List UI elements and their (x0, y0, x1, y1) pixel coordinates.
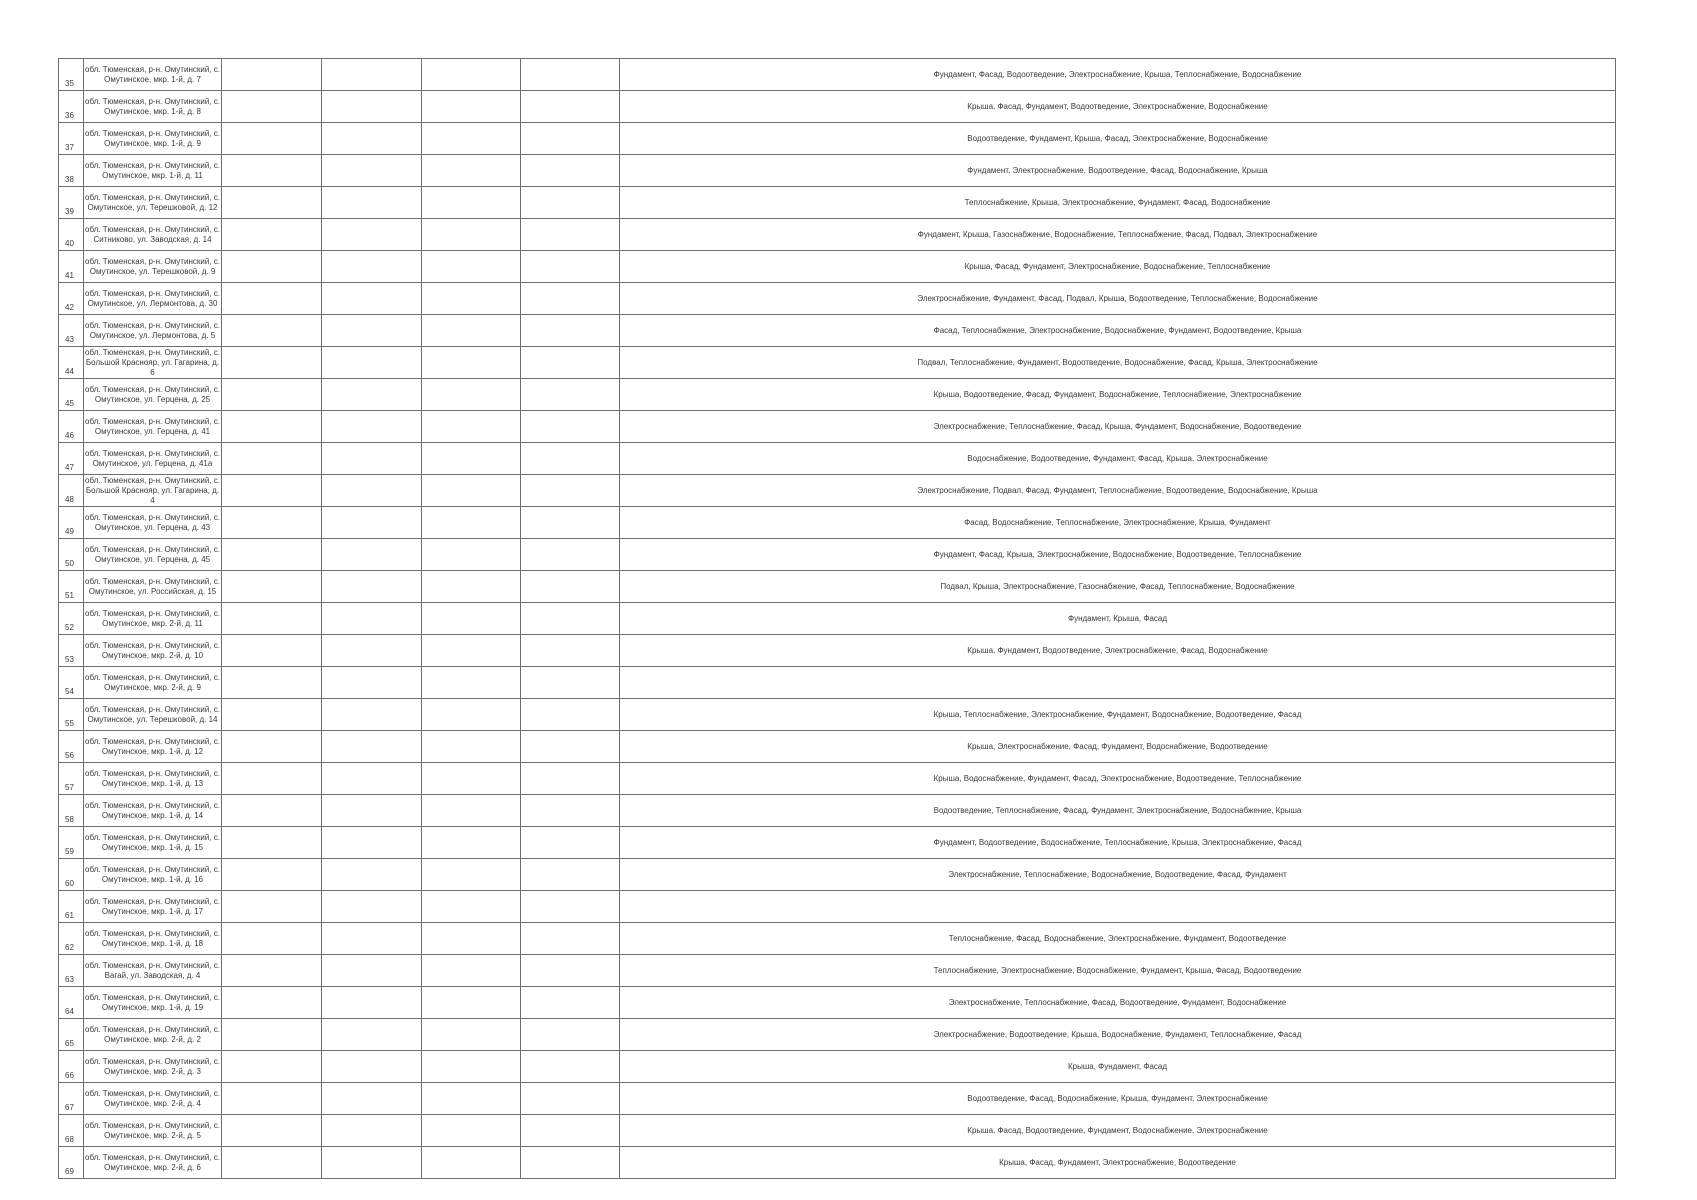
works-list-cell: Крыша, Фундамент, Водоотведение, Электроснабжение, Фасад, Водоснабжение (620, 635, 1616, 667)
empty-cell-2 (322, 603, 422, 635)
address-cell: обл. Тюменская, р-н. Омутинский, с. Омутинское, мкр. 1-й, д. 18 (84, 923, 222, 955)
empty-cell-2 (322, 251, 422, 283)
table-row (59, 219, 1616, 251)
works-list-cell: Крыша, Фасад, Фундамент, Водоотведение, Электроснабжение, Водоснабжение (620, 91, 1616, 123)
works-list-cell: Электроснабжение, Теплоснабжение, Фасад, Крыша, Фундамент, Водоснабжение, Водоотведение (620, 411, 1616, 443)
empty-cell-4 (521, 315, 620, 347)
empty-cell-4 (521, 507, 620, 539)
address-cell: обл. Тюменская, р-н. Омутинский, с. Вагай, ул. Заводская, д. 4 (84, 955, 222, 987)
works-list-cell: Электроснабжение, Фундамент, Фасад, Подвал, Крыша, Водоотведение, Теплоснабжение, Водоснабжение (620, 283, 1616, 315)
address-cell: обл. Тюменская, р-н. Омутинский, с. Омутинское, ул. Терешковой, д. 12 (84, 187, 222, 219)
empty-cell-1 (222, 59, 322, 91)
works-list-cell: Водоотведение, Фундамент, Крыша, Фасад, Электроснабжение, Водоснабжение (620, 123, 1616, 155)
empty-cell-2 (322, 411, 422, 443)
table-row (59, 443, 1616, 475)
empty-cell-2 (322, 539, 422, 571)
empty-cell-3 (422, 1115, 521, 1147)
table-row (59, 155, 1616, 187)
address-cell: обл. Тюменская, р-н. Омутинский, с. Омутинское, мкр. 1-й, д. 17 (84, 891, 222, 923)
empty-cell-2 (322, 1147, 422, 1179)
empty-cell-4 (521, 443, 620, 475)
address-cell: обл. Тюменская, р-н. Омутинский, с. Омутинское, мкр. 2-й, д. 5 (84, 1115, 222, 1147)
table-row (59, 891, 1616, 923)
table-row (59, 987, 1616, 1019)
row-number: 63 (59, 955, 84, 987)
address-cell: обл. Тюменская, р-н. Омутинский, с. Омутинское, мкр. 1-й, д. 19 (84, 987, 222, 1019)
address-cell: обл. Тюменская, р-н. Омутинский, с. Омутинское, мкр. 1-й, д. 11 (84, 155, 222, 187)
empty-cell-1 (222, 1147, 322, 1179)
empty-cell-1 (222, 923, 322, 955)
empty-cell-4 (521, 411, 620, 443)
empty-cell-2 (322, 955, 422, 987)
empty-cell-4 (521, 475, 620, 507)
row-number: 65 (59, 1019, 84, 1051)
works-list-cell: Теплоснабжение, Электроснабжение, Водоснабжение, Фундамент, Крыша, Фасад, Водоотведение (620, 955, 1616, 987)
empty-cell-4 (521, 731, 620, 763)
works-list-cell: Водоснабжение, Водоотведение, Фундамент, Фасад, Крыша, Электроснабжение (620, 443, 1616, 475)
empty-cell-4 (521, 59, 620, 91)
table-row (59, 603, 1616, 635)
address-cell: обл. Тюменская, р-н. Омутинский, с. Омутинское, мкр. 2-й, д. 6 (84, 1147, 222, 1179)
empty-cell-1 (222, 155, 322, 187)
row-number: 52 (59, 603, 84, 635)
empty-cell-1 (222, 91, 322, 123)
empty-cell-3 (422, 795, 521, 827)
table-row (59, 955, 1616, 987)
empty-cell-3 (422, 1147, 521, 1179)
empty-cell-3 (422, 475, 521, 507)
empty-cell-4 (521, 187, 620, 219)
address-cell: обл. Тюменская, р-н. Омутинский, с. Омутинское, мкр. 2-й, д. 2 (84, 1019, 222, 1051)
empty-cell-3 (422, 379, 521, 411)
address-cell: обл. Тюменская, р-н. Омутинский, с. Ситниково, ул. Заводская, д. 14 (84, 219, 222, 251)
row-number: 69 (59, 1147, 84, 1179)
row-number: 46 (59, 411, 84, 443)
table-row (59, 827, 1616, 859)
works-list-cell: Крыша, Фасад, Водоотведение, Фундамент, Водоснабжение, Электроснабжение (620, 1115, 1616, 1147)
empty-cell-2 (322, 987, 422, 1019)
address-cell: обл. Тюменская, р-н. Омутинский, с. Омутинское, мкр. 2-й, д. 9 (84, 667, 222, 699)
works-list-cell: Фундамент, Крыша, Фасад (620, 603, 1616, 635)
empty-cell-4 (521, 539, 620, 571)
row-number: 41 (59, 251, 84, 283)
empty-cell-2 (322, 571, 422, 603)
empty-cell-1 (222, 411, 322, 443)
row-number: 54 (59, 667, 84, 699)
empty-cell-1 (222, 315, 322, 347)
row-number: 60 (59, 859, 84, 891)
works-list-cell: Крыша, Фасад, Фундамент, Электроснабжение, Водоснабжение, Теплоснабжение (620, 251, 1616, 283)
empty-cell-2 (322, 795, 422, 827)
row-number: 49 (59, 507, 84, 539)
empty-cell-3 (422, 1051, 521, 1083)
row-number: 56 (59, 731, 84, 763)
table-row (59, 1019, 1616, 1051)
table-row (59, 923, 1616, 955)
works-list-cell: Крыша, Электроснабжение, Фасад, Фундамент, Водоснабжение, Водоотведение (620, 731, 1616, 763)
row-number: 44 (59, 347, 84, 379)
works-list-cell: Подвал, Теплоснабжение, Фундамент, Водоотведение, Водоснабжение, Фасад, Крыша, Электроснабжение (620, 347, 1616, 379)
address-cell: обл. Тюменская, р-н. Омутинский, с. Омутинское, ул. Терешковой, д. 9 (84, 251, 222, 283)
table-row (59, 635, 1616, 667)
empty-cell-3 (422, 859, 521, 891)
empty-cell-4 (521, 987, 620, 1019)
empty-cell-2 (322, 59, 422, 91)
address-cell: обл. Тюменская, р-н. Омутинский, с. Омутинское, мкр. 2-й, д. 3 (84, 1051, 222, 1083)
empty-cell-3 (422, 699, 521, 731)
empty-cell-2 (322, 1051, 422, 1083)
empty-cell-3 (422, 539, 521, 571)
empty-cell-3 (422, 731, 521, 763)
row-number: 67 (59, 1083, 84, 1115)
address-cell: обл. Тюменская, р-н. Омутинский, с. Омутинское, ул. Лермонтова, д. 5 (84, 315, 222, 347)
works-list-cell: Фундамент, Водоотведение, Водоснабжение, Теплоснабжение, Крыша, Электроснабжение, Фасад (620, 827, 1616, 859)
row-number: 61 (59, 891, 84, 923)
works-list-cell: Водоотведение, Теплоснабжение, Фасад, Фундамент, Электроснабжение, Водоснабжение, Крыша (620, 795, 1616, 827)
table-row (59, 667, 1616, 699)
empty-cell-4 (521, 123, 620, 155)
empty-cell-1 (222, 187, 322, 219)
empty-cell-3 (422, 1019, 521, 1051)
address-cell: обл. Тюменская, р-н. Омутинский, с. Омутинское, мкр. 1-й, д. 13 (84, 763, 222, 795)
empty-cell-3 (422, 315, 521, 347)
empty-cell-3 (422, 603, 521, 635)
row-number: 58 (59, 795, 84, 827)
empty-cell-3 (422, 987, 521, 1019)
address-cell: обл. Тюменская, р-н. Омутинский, с. Омутинское, ул. Герцена, д. 41а (84, 443, 222, 475)
empty-cell-1 (222, 1083, 322, 1115)
empty-cell-4 (521, 795, 620, 827)
row-number: 50 (59, 539, 84, 571)
table-row (59, 475, 1616, 507)
table-row (59, 699, 1616, 731)
works-list-cell: Фундамент, Электроснабжение, Водоотведение, Фасад, Водоснабжение, Крыша (620, 155, 1616, 187)
empty-cell-3 (422, 443, 521, 475)
table-row (59, 411, 1616, 443)
works-list-cell: Крыша, Водоснабжение, Фундамент, Фасад, Электроснабжение, Водоотведение, Теплоснабжение (620, 763, 1616, 795)
row-number: 37 (59, 123, 84, 155)
empty-cell-4 (521, 827, 620, 859)
empty-cell-1 (222, 891, 322, 923)
address-cell: обл. Тюменская, р-н. Омутинский, с. Омутинское, ул. Герцена, д. 43 (84, 507, 222, 539)
empty-cell-4 (521, 251, 620, 283)
row-number: 35 (59, 59, 84, 91)
empty-cell-2 (322, 1019, 422, 1051)
address-cell: обл. Тюменская, р-н. Омутинский, с. Омутинское, ул. Герцена, д. 45 (84, 539, 222, 571)
works-list-cell: Подвал, Крыша, Электроснабжение, Газоснабжение, Фасад, Теплоснабжение, Водоснабжение (620, 571, 1616, 603)
row-number: 47 (59, 443, 84, 475)
empty-cell-1 (222, 571, 322, 603)
empty-cell-3 (422, 123, 521, 155)
empty-cell-4 (521, 1115, 620, 1147)
table-row (59, 763, 1616, 795)
empty-cell-1 (222, 283, 322, 315)
empty-cell-1 (222, 859, 322, 891)
empty-cell-3 (422, 827, 521, 859)
empty-cell-3 (422, 507, 521, 539)
empty-cell-1 (222, 1019, 322, 1051)
empty-cell-2 (322, 123, 422, 155)
empty-cell-1 (222, 827, 322, 859)
row-number: 62 (59, 923, 84, 955)
empty-cell-1 (222, 699, 322, 731)
row-number: 36 (59, 91, 84, 123)
empty-cell-4 (521, 347, 620, 379)
works-list-cell: Крыша, Водоотведение, Фасад, Фундамент, Водоснабжение, Теплоснабжение, Электроснабжение (620, 379, 1616, 411)
empty-cell-3 (422, 283, 521, 315)
table-row (59, 379, 1616, 411)
empty-cell-2 (322, 859, 422, 891)
empty-cell-4 (521, 283, 620, 315)
works-list-cell: Теплоснабжение, Крыша, Электроснабжение, Фундамент, Фасад, Водоснабжение (620, 187, 1616, 219)
empty-cell-1 (222, 347, 322, 379)
empty-cell-3 (422, 891, 521, 923)
table-body (59, 59, 1616, 1179)
empty-cell-4 (521, 1083, 620, 1115)
empty-cell-1 (222, 763, 322, 795)
empty-cell-2 (322, 1115, 422, 1147)
address-cell: обл. Тюменская, р-н. Омутинский, с. Омутинское, мкр. 1-й, д. 12 (84, 731, 222, 763)
table-row (59, 91, 1616, 123)
address-cell: обл. Тюменская, р-н. Омутинский, с. Омутинское, ул. Герцена, д. 25 (84, 379, 222, 411)
table-row (59, 1051, 1616, 1083)
address-cell: обл. Тюменская, р-н. Омутинский, с. Омутинское, мкр. 2-й, д. 11 (84, 603, 222, 635)
empty-cell-3 (422, 763, 521, 795)
table-row (59, 1147, 1616, 1179)
row-number: 39 (59, 187, 84, 219)
row-number: 42 (59, 283, 84, 315)
empty-cell-3 (422, 219, 521, 251)
works-list-cell: Теплоснабжение, Фасад, Водоснабжение, Электроснабжение, Фундамент, Водоотведение (620, 923, 1616, 955)
empty-cell-2 (322, 763, 422, 795)
empty-cell-1 (222, 731, 322, 763)
empty-cell-2 (322, 187, 422, 219)
table-row (59, 507, 1616, 539)
empty-cell-1 (222, 795, 322, 827)
works-list-cell: Электроснабжение, Теплоснабжение, Фасад, Водоотведение, Фундамент, Водоснабжение (620, 987, 1616, 1019)
empty-cell-1 (222, 219, 322, 251)
empty-cell-2 (322, 91, 422, 123)
empty-cell-2 (322, 731, 422, 763)
row-number: 64 (59, 987, 84, 1019)
address-cell: обл. Тюменская, р-н. Омутинский, с. Омутинское, мкр. 1-й, д. 9 (84, 123, 222, 155)
row-number: 45 (59, 379, 84, 411)
table-row (59, 1083, 1616, 1115)
empty-cell-4 (521, 91, 620, 123)
row-number: 51 (59, 571, 84, 603)
empty-cell-3 (422, 571, 521, 603)
empty-cell-3 (422, 955, 521, 987)
empty-cell-2 (322, 443, 422, 475)
empty-cell-1 (222, 667, 322, 699)
empty-cell-1 (222, 123, 322, 155)
works-list-cell (620, 667, 1616, 699)
table-row (59, 539, 1616, 571)
works-list-cell: Фундамент, Фасад, Водоотведение, Электроснабжение, Крыша, Теплоснабжение, Водоснабжение (620, 59, 1616, 91)
works-list-cell: Крыша, Фасад, Фундамент, Электроснабжение, Водоотведение (620, 1147, 1616, 1179)
empty-cell-4 (521, 603, 620, 635)
empty-cell-4 (521, 219, 620, 251)
address-cell: обл. Тюменская, р-н. Омутинский, с. Омутинское, мкр. 1-й, д. 14 (84, 795, 222, 827)
table-row (59, 283, 1616, 315)
empty-cell-3 (422, 411, 521, 443)
empty-cell-2 (322, 347, 422, 379)
empty-cell-4 (521, 1051, 620, 1083)
empty-cell-4 (521, 1019, 620, 1051)
works-list-cell: Крыша, Фундамент, Фасад (620, 1051, 1616, 1083)
table-row (59, 315, 1616, 347)
works-list-cell: Фундамент, Фасад, Крыша, Электроснабжение, Водоснабжение, Водоотведение, Теплоснабжение (620, 539, 1616, 571)
row-number: 57 (59, 763, 84, 795)
row-number: 66 (59, 1051, 84, 1083)
empty-cell-4 (521, 635, 620, 667)
empty-cell-2 (322, 283, 422, 315)
empty-cell-1 (222, 987, 322, 1019)
empty-cell-2 (322, 315, 422, 347)
empty-cell-3 (422, 923, 521, 955)
address-cell: обл. Тюменская, р-н. Омутинский, с. Омутинское, мкр. 2-й, д. 4 (84, 1083, 222, 1115)
empty-cell-4 (521, 155, 620, 187)
address-cell: обл. Тюменская, р-н. Омутинский, с. Омутинское, ул. Российская, д. 15 (84, 571, 222, 603)
row-number: 59 (59, 827, 84, 859)
works-list-cell: Фасад, Водоснабжение, Теплоснабжение, Электроснабжение, Крыша, Фундамент (620, 507, 1616, 539)
empty-cell-1 (222, 443, 322, 475)
empty-cell-2 (322, 155, 422, 187)
empty-cell-3 (422, 667, 521, 699)
address-cell: обл. Тюменская, р-н. Омутинский, с. Омутинское, мкр. 1-й, д. 7 (84, 59, 222, 91)
empty-cell-3 (422, 1083, 521, 1115)
empty-cell-1 (222, 251, 322, 283)
row-number: 43 (59, 315, 84, 347)
works-list-cell: Водоотведение, Фасад, Водоснабжение, Крыша, Фундамент, Электроснабжение (620, 1083, 1616, 1115)
empty-cell-2 (322, 827, 422, 859)
empty-cell-1 (222, 379, 322, 411)
empty-cell-4 (521, 891, 620, 923)
empty-cell-4 (521, 699, 620, 731)
row-number: 48 (59, 475, 84, 507)
address-cell: обл. Тюменская, р-н. Омутинский, с. Омутинское, ул. Лермонтова, д. 30 (84, 283, 222, 315)
empty-cell-3 (422, 635, 521, 667)
table-row (59, 571, 1616, 603)
works-list-cell: Электроснабжение, Подвал, Фасад, Фундамент, Теплоснабжение, Водоотведение, Водоснабжение, Крыша (620, 475, 1616, 507)
empty-cell-3 (422, 187, 521, 219)
works-list-cell: Фасад, Теплоснабжение, Электроснабжение, Водоснабжение, Фундамент, Водоотведение, Крыша (620, 315, 1616, 347)
table-row (59, 59, 1616, 91)
empty-cell-1 (222, 955, 322, 987)
works-list-cell: Электроснабжение, Теплоснабжение, Водоснабжение, Водоотведение, Фасад, Фундамент (620, 859, 1616, 891)
address-cell: обл. Тюменская, р-н. Омутинский, с. Омутинское, ул. Терешковой, д. 14 (84, 699, 222, 731)
empty-cell-3 (422, 347, 521, 379)
works-list-cell: Фундамент, Крыша, Газоснабжение, Водоснабжение, Теплоснабжение, Фасад, Подвал, Электроснабжение (620, 219, 1616, 251)
empty-cell-3 (422, 91, 521, 123)
table-row (59, 347, 1616, 379)
empty-cell-4 (521, 379, 620, 411)
empty-cell-3 (422, 59, 521, 91)
empty-cell-3 (422, 155, 521, 187)
empty-cell-2 (322, 667, 422, 699)
empty-cell-1 (222, 507, 322, 539)
empty-cell-2 (322, 219, 422, 251)
row-number: 38 (59, 155, 84, 187)
empty-cell-2 (322, 699, 422, 731)
empty-cell-2 (322, 379, 422, 411)
empty-cell-2 (322, 475, 422, 507)
row-number: 53 (59, 635, 84, 667)
empty-cell-4 (521, 1147, 620, 1179)
address-cell: обл. Тюменская, р-н. Омутинский, с. Большой Краснояр, ул. Гагарина, д. 6 (85, 347, 220, 377)
empty-cell-2 (322, 1083, 422, 1115)
address-cell: обл. Тюменская, р-н. Омутинский, с. Омутинское, мкр. 2-й, д. 10 (84, 635, 222, 667)
empty-cell-4 (521, 923, 620, 955)
works-list-cell (620, 891, 1616, 923)
building-works-table (58, 58, 1616, 1179)
empty-cell-2 (322, 507, 422, 539)
empty-cell-1 (222, 539, 322, 571)
works-list-cell: Электроснабжение, Водоотведение, Крыша, Водоснабжение, Фундамент, Теплоснабжение, Фасад (620, 1019, 1616, 1051)
empty-cell-2 (322, 891, 422, 923)
table-row (59, 731, 1616, 763)
address-cell: обл. Тюменская, р-н. Омутинский, с. Омутинское, ул. Герцена, д. 41 (84, 411, 222, 443)
empty-cell-1 (222, 1051, 322, 1083)
empty-cell-4 (521, 571, 620, 603)
table-row (59, 187, 1616, 219)
row-number: 55 (59, 699, 84, 731)
empty-cell-1 (222, 603, 322, 635)
empty-cell-3 (422, 251, 521, 283)
empty-cell-1 (222, 475, 322, 507)
empty-cell-1 (222, 635, 322, 667)
address-cell: обл. Тюменская, р-н. Омутинский, с. Омутинское, мкр. 1-й, д. 16 (84, 859, 222, 891)
empty-cell-4 (521, 667, 620, 699)
table-row (59, 123, 1616, 155)
address-cell: обл. Тюменская, р-н. Омутинский, с. Омутинское, мкр. 1-й, д. 8 (84, 91, 222, 123)
table-row (59, 251, 1616, 283)
empty-cell-4 (521, 859, 620, 891)
table-row (59, 795, 1616, 827)
empty-cell-4 (521, 763, 620, 795)
row-number: 40 (59, 219, 84, 251)
empty-cell-2 (322, 635, 422, 667)
works-list-cell: Крыша, Теплоснабжение, Электроснабжение, Фундамент, Водоснабжение, Водоотведение, Фасад (620, 699, 1616, 731)
table-row (59, 859, 1616, 891)
empty-cell-1 (222, 1115, 322, 1147)
empty-cell-4 (521, 955, 620, 987)
empty-cell-2 (322, 923, 422, 955)
address-cell: обл. Тюменская, р-н. Омутинский, с. Омутинское, мкр. 1-й, д. 15 (84, 827, 222, 859)
address-cell: обл. Тюменская, р-н. Омутинский, с. Большой Краснояр, ул. Гагарина, д. 4 (85, 475, 220, 505)
table-row (59, 1115, 1616, 1147)
row-number: 68 (59, 1115, 84, 1147)
